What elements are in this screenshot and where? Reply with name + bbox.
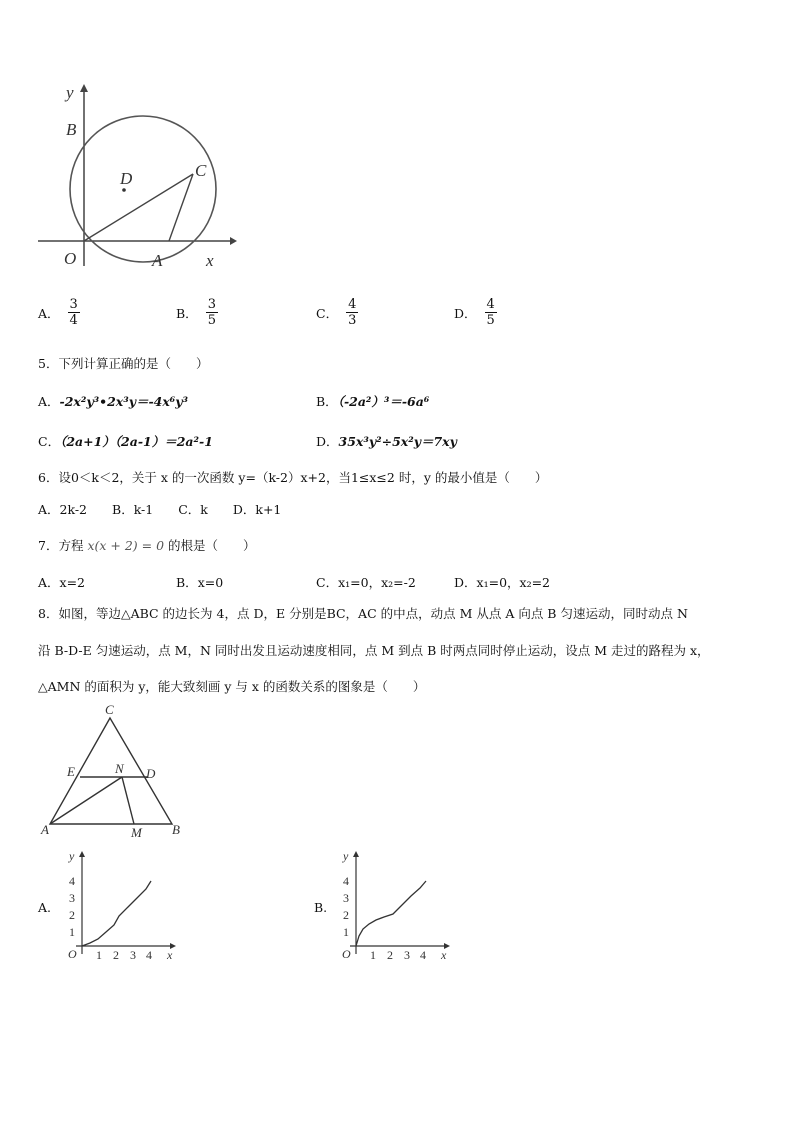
xtick-3: 3	[404, 948, 410, 962]
q7-equation: x(x + 2) = 0	[87, 538, 165, 553]
q4-option-c-letter: C．	[316, 305, 339, 321]
y-arrow	[353, 851, 359, 857]
q4-option-d-fraction: $\frac{4}{5}$	[486, 297, 495, 328]
label-x: x	[167, 948, 173, 962]
label-b: B	[172, 822, 180, 837]
segment-oc	[84, 174, 193, 241]
circle-d	[70, 116, 216, 262]
label-y: y	[343, 849, 349, 863]
xtick-2: 2	[113, 948, 119, 962]
q7-stem-prefix: 7．方程	[38, 538, 84, 553]
q7-option-d[interactable]: D．x₁=0，x₂=2	[454, 575, 551, 590]
ytick-3: 3	[69, 891, 75, 905]
curve	[356, 881, 426, 946]
label-c: C	[195, 161, 207, 180]
label-b: B	[66, 120, 77, 139]
segment-nm	[122, 777, 134, 824]
q8-option-a-letter[interactable]: A.	[38, 900, 52, 915]
q5-option-c[interactable]: C．（2a+1）（2a-1）＝2a²-1	[38, 434, 213, 449]
label-m: M	[131, 825, 142, 840]
q4-option-a-fraction: $\frac{3}{4}$	[69, 297, 78, 328]
segment-ac	[169, 174, 193, 241]
label-c: C	[105, 702, 114, 717]
y-arrow	[80, 84, 88, 92]
q7-option-a[interactable]: A．x=2	[38, 575, 86, 590]
q5-option-d[interactable]: D．35x³y²÷5x²y＝7xy	[316, 434, 457, 449]
q4-option-d-letter: D．	[454, 305, 477, 321]
q8-stem-line-2: 沿 B-D-E 匀速运动，点 M，N 同时出发且运动速度相同，点 M 到点 B 时两点同时停止运动，设点 M 走过的路程为 x，	[38, 643, 710, 658]
q8-option-b-letter[interactable]: B.	[314, 900, 328, 915]
label-x: x	[441, 948, 447, 962]
label-e: E	[67, 764, 75, 779]
xtick-4: 4	[146, 948, 152, 962]
xtick-1: 1	[96, 948, 102, 962]
xtick-1: 1	[370, 948, 376, 962]
y-arrow	[79, 851, 85, 857]
q4-option-a-letter: A．	[38, 305, 60, 321]
q4-option-c-fraction: $\frac{4}{3}$	[348, 297, 357, 328]
label-a: A	[152, 251, 163, 270]
q6-stem: 6．设0＜k＜2，关于 x 的一次函数 y=（k-2）x+2，当1≤x≤2 时，y 的最小值是（ ）	[38, 470, 548, 485]
q5-option-b[interactable]: B．（-2a²）³＝-6a⁶	[316, 394, 430, 409]
q4-option-c[interactable]	[316, 297, 358, 328]
segment-an	[50, 777, 122, 824]
q4-option-b[interactable]	[176, 297, 218, 328]
label-o: O	[64, 249, 77, 268]
ytick-1: 1	[343, 925, 349, 939]
ytick-4: 4	[343, 874, 349, 888]
ytick-2: 2	[69, 908, 75, 922]
q4-option-d[interactable]	[454, 297, 497, 328]
q8-graph-b[interactable]	[332, 846, 462, 964]
label-n: N	[115, 761, 124, 776]
label-x: x	[206, 251, 214, 270]
q7-option-c[interactable]: C．x₁=0，x₂=-2	[316, 575, 416, 590]
label-y: y	[66, 83, 74, 102]
label-a: A	[41, 822, 49, 837]
q8-graph-a[interactable]	[58, 846, 188, 964]
q7-option-b[interactable]: B．x=0	[176, 575, 224, 590]
label-d: D	[146, 766, 156, 781]
q5-stem: 5．下列计算正确的是（ ）	[38, 356, 209, 371]
label-d: D	[120, 169, 133, 188]
ytick-2: 2	[343, 908, 349, 922]
q7-stem-suffix: 的根是（ ）	[168, 538, 256, 553]
circle-figure	[30, 80, 240, 275]
q6-options[interactable]: A．2k-2 B．k-1 C．k D．k+1	[38, 502, 282, 517]
q4-option-b-fraction: $\frac{3}{5}$	[207, 297, 216, 328]
q4-option-b-letter: B．	[176, 305, 198, 321]
xtick-2: 2	[387, 948, 393, 962]
x-arrow	[230, 237, 237, 245]
q4-option-a[interactable]	[38, 297, 80, 328]
xtick-4: 4	[420, 948, 426, 962]
label-o: O	[342, 947, 351, 961]
q7-stem	[38, 536, 256, 554]
ytick-3: 3	[343, 891, 349, 905]
ytick-4: 4	[69, 874, 75, 888]
center-d-dot	[122, 188, 126, 192]
q8-stem-line-1: 8．如图，等边△ABC 的边长为 4，点 D，E 分别是BC，AC 的中点，动点 M 从点 A 向点 B 匀速运动，同时动点 N	[38, 606, 688, 621]
q8-stem-line-3: △AMN 的面积为 y，能大致刻画 y 与 x 的函数关系的图象是（ ）	[38, 679, 426, 694]
xtick-3: 3	[130, 948, 136, 962]
ytick-1: 1	[69, 925, 75, 939]
curve	[82, 881, 151, 946]
label-o: O	[68, 947, 77, 961]
q5-option-a[interactable]: A．-2x²y³•2x³y＝-4x⁶y³	[38, 394, 189, 409]
label-y: y	[69, 849, 75, 863]
triangle-figure	[36, 700, 196, 842]
